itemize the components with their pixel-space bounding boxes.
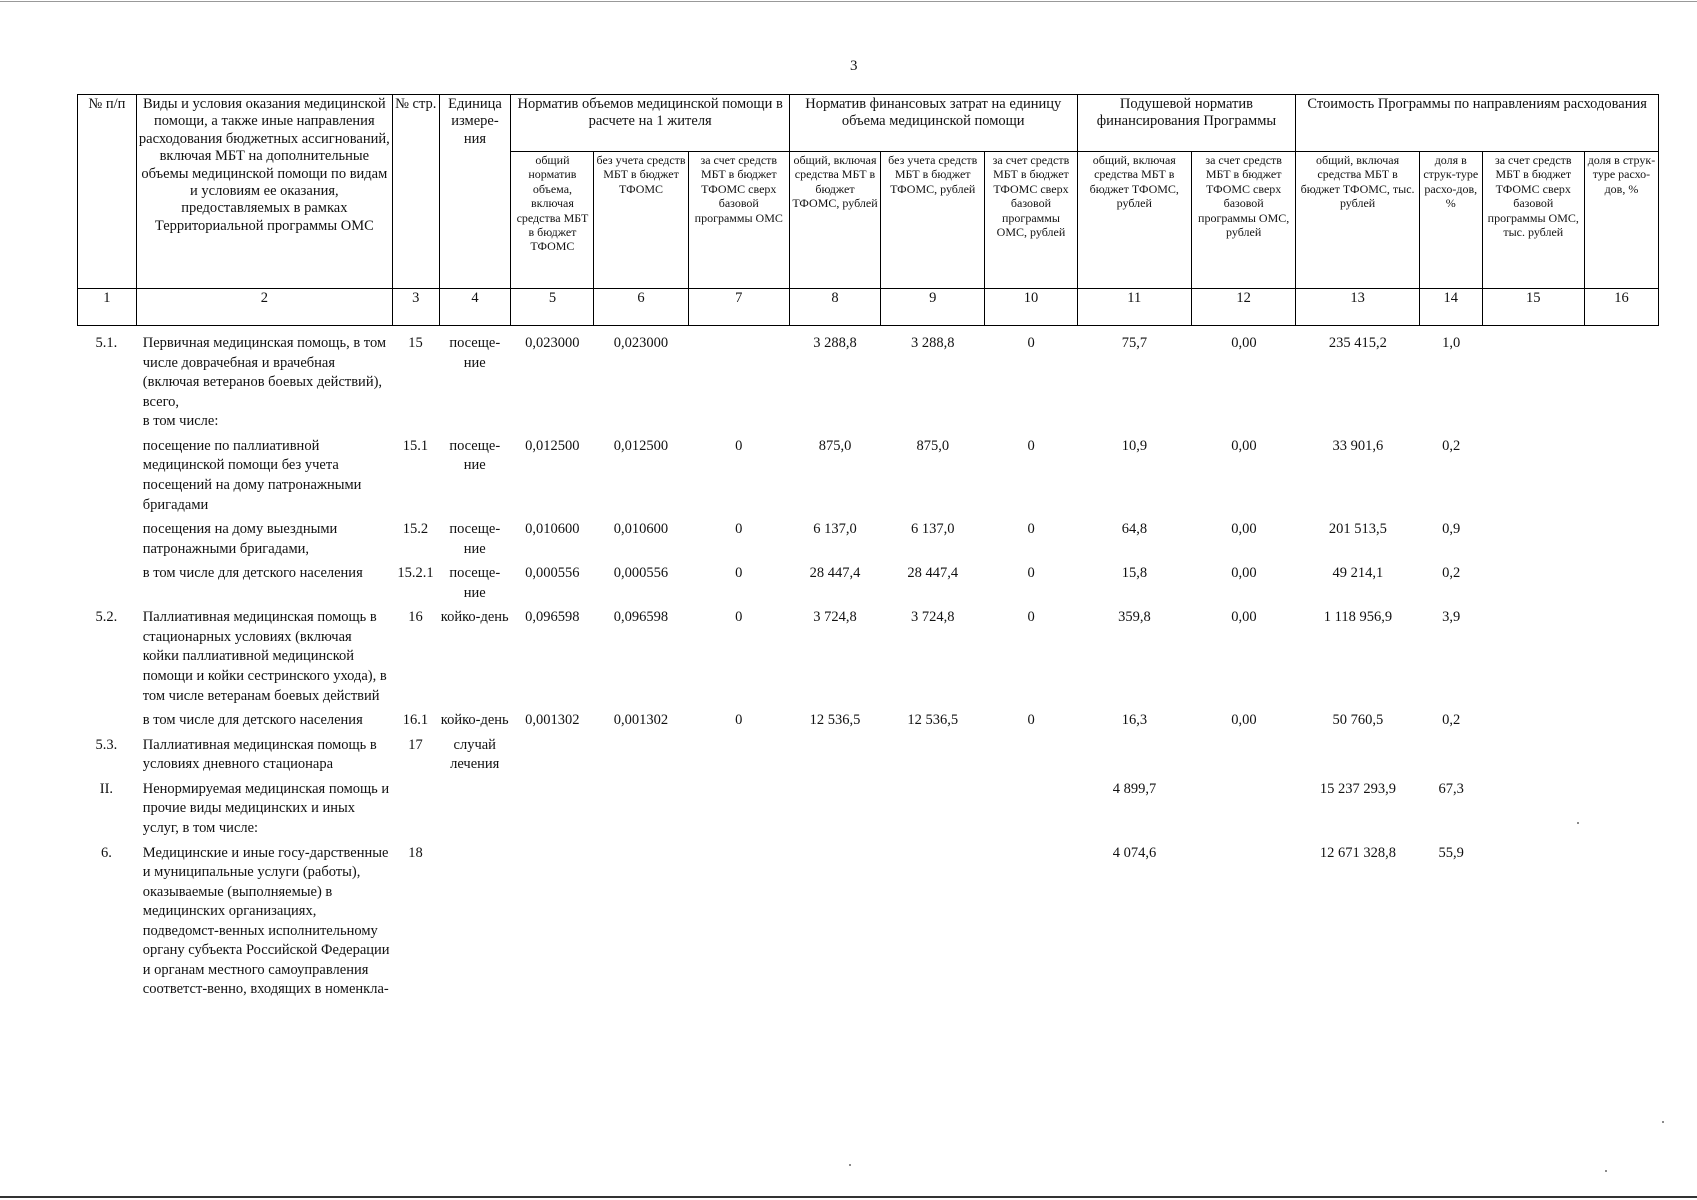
row-description-text: в том числе для детского населения xyxy=(142,712,363,729)
cell-col-3 xyxy=(392,776,439,840)
cell-col-12: 0,00 xyxy=(1231,565,1257,582)
row-index: II. xyxy=(99,780,114,797)
column-number: 1 xyxy=(78,289,137,326)
cell-col-7 xyxy=(688,732,789,776)
cell-col-7 xyxy=(688,840,789,1002)
cell-col-13: 33 901,6 xyxy=(1332,437,1384,454)
table-row xyxy=(77,326,1659,433)
row-index: 5.1. xyxy=(95,335,118,351)
bottom-rule xyxy=(0,1196,1697,1198)
row-index: 5.3. xyxy=(95,736,118,753)
column-number: 13 xyxy=(1296,289,1420,326)
cell-col-10: 0 xyxy=(1027,335,1035,351)
cell-col-9: 12 536,5 xyxy=(907,712,959,729)
header-sub-6: без учета средств МБТ в бюджет ТФОМС xyxy=(594,152,688,289)
cell-col-4 xyxy=(439,840,511,1002)
table-row xyxy=(77,776,1659,840)
cell-col-12: 0,00 xyxy=(1231,712,1257,729)
header-type: Виды и условия оказания медицинской помощи, а также иные направления расходования бюджетных ассигнований, включая МБТ на дополнительные объемы медицинской помощи по видам и условиям ее оказания, предоставляемых в рамках Территориальной программы ОМС xyxy=(136,95,392,289)
cell-col-8: 3 288,8 xyxy=(813,335,857,351)
cell-col-16 xyxy=(1585,604,1659,707)
cell-col-13: 201 513,5 xyxy=(1328,521,1387,538)
cell-col-15 xyxy=(1483,604,1585,707)
cell-col-16 xyxy=(1585,707,1659,732)
cell-col-13: 50 760,5 xyxy=(1332,712,1384,729)
cell-col-4: случай лечения xyxy=(450,736,500,773)
cell-col-5: 0,023000 xyxy=(525,335,580,351)
row-description xyxy=(136,707,392,732)
row-description xyxy=(136,840,392,1002)
cell-col-6: 0,001302 xyxy=(613,712,669,729)
cell-col-16 xyxy=(1585,840,1659,1002)
cell-col-6: 0,012500 xyxy=(613,437,669,454)
header-volume-norm: Норматив объемов медицинской помощи в расчете на 1 жителя xyxy=(511,95,790,152)
column-number: 6 xyxy=(594,289,688,326)
row-index xyxy=(77,707,136,732)
cell-col-10: 0 xyxy=(1027,437,1035,454)
table-row xyxy=(77,707,1659,732)
cell-col-3: 16 xyxy=(408,609,423,626)
cell-col-5 xyxy=(511,840,594,1002)
cell-col-4: посеще-ние xyxy=(449,565,501,601)
cell-col-4: койко-день xyxy=(440,609,509,626)
cell-col-8: 875,0 xyxy=(818,437,852,454)
header-sub-5: общий норматив объема, включая средства МБТ в бюджет ТФОМС xyxy=(511,152,594,289)
cell-col-7: 0 xyxy=(735,521,743,538)
cell-col-6 xyxy=(594,732,688,776)
cell-col-15 xyxy=(1483,776,1585,840)
cell-col-12: 0,00 xyxy=(1231,335,1257,351)
header-index: № п/п xyxy=(78,95,137,289)
cell-col-10 xyxy=(985,840,1077,1002)
cell-col-8 xyxy=(789,840,880,1002)
cell-col-8 xyxy=(789,732,880,776)
column-number: 9 xyxy=(881,289,985,326)
cell-col-15 xyxy=(1483,516,1585,560)
header-sub-11: общий, включая средства МБТ в бюджет ТФОМС, рублей xyxy=(1077,152,1191,289)
cell-col-6 xyxy=(594,840,688,1002)
cell-col-4: посеще-ние xyxy=(449,335,501,371)
row-description-text: в том числе для детского населения xyxy=(142,565,363,582)
cell-col-5: 0,010600 xyxy=(525,521,580,538)
column-number: 2 xyxy=(136,289,392,326)
cell-col-7: 0 xyxy=(735,712,743,729)
budget-table xyxy=(77,94,1659,1001)
column-number: 10 xyxy=(985,289,1077,326)
column-number: 5 xyxy=(511,289,594,326)
scan-speck xyxy=(849,1164,851,1166)
cell-col-4 xyxy=(439,776,511,840)
top-rule xyxy=(0,1,1697,2)
table-body xyxy=(77,326,1659,1001)
cell-col-10 xyxy=(985,732,1077,776)
table-row xyxy=(77,516,1659,560)
cell-col-14: 55,9 xyxy=(1438,844,1464,861)
row-description-text: Первичная медицинская помощь, в том числе доврачебная и врачебная (включая ветеранов боевых действий), всего, xyxy=(142,335,387,410)
table-header xyxy=(77,94,1659,326)
cell-col-9 xyxy=(881,776,985,840)
row-description-text: Ненормируемая медицинская помощь и прочие виды медицинских и иных услуг, в том числе: xyxy=(142,780,390,836)
cell-col-9: 3 288,8 xyxy=(911,335,955,351)
cell-col-11: 64,8 xyxy=(1121,521,1148,538)
scan-speck xyxy=(1605,1170,1607,1172)
cell-col-6: 0,023000 xyxy=(613,335,669,351)
cell-col-11: 10,9 xyxy=(1121,437,1148,454)
cell-col-5: 0,000556 xyxy=(525,565,580,582)
scan-speck xyxy=(1662,1121,1664,1123)
cell-col-4: посеще-ние xyxy=(449,521,501,557)
header-line-number: № стр. xyxy=(392,95,439,289)
cell-col-10: 0 xyxy=(1027,565,1035,582)
header-sub-13: общий, включая средства МБТ в бюджет ТФОМС, тыс. рублей xyxy=(1296,152,1420,289)
table-row xyxy=(77,560,1659,604)
cell-col-16 xyxy=(1585,516,1659,560)
cell-col-10: 0 xyxy=(1027,521,1035,538)
page-number: 3 xyxy=(850,58,858,74)
header-unit: Единица измере-ния xyxy=(439,95,511,289)
cell-col-6: 0,096598 xyxy=(613,609,669,626)
cell-col-9: 28 447,4 xyxy=(907,565,959,582)
cell-col-11 xyxy=(1077,732,1192,776)
row-description xyxy=(136,433,392,516)
cell-col-16 xyxy=(1585,433,1659,516)
table-row xyxy=(77,604,1659,707)
cell-col-16 xyxy=(1585,560,1659,604)
cell-col-5: 0,012500 xyxy=(525,437,580,454)
cell-col-15 xyxy=(1483,433,1585,516)
column-number: 14 xyxy=(1419,289,1482,326)
row-description-text: Паллиативная медицинская помощь в условиях дневного стационара xyxy=(142,736,377,773)
row-description xyxy=(136,326,392,433)
cell-col-15 xyxy=(1483,560,1585,604)
table-row xyxy=(77,732,1659,776)
cell-col-7 xyxy=(688,326,789,433)
row-index xyxy=(77,560,136,604)
cell-col-7: 0 xyxy=(735,609,743,626)
cell-col-11: 75,7 xyxy=(1121,335,1148,351)
cell-col-7 xyxy=(688,776,789,840)
cell-col-12: 0,00 xyxy=(1231,437,1257,454)
cell-col-9 xyxy=(881,732,985,776)
header-sub-8: общий, включая средства МБТ в бюджет ТФОМС, рублей xyxy=(789,152,880,289)
cell-col-13: 1 118 956,9 xyxy=(1323,609,1393,626)
cell-col-16 xyxy=(1585,732,1659,776)
cell-col-8: 28 447,4 xyxy=(809,565,861,582)
column-number: 4 xyxy=(439,289,511,326)
cell-col-11: 4 074,6 xyxy=(1112,844,1157,861)
row-description xyxy=(136,604,392,707)
header-cost-norm: Норматив финансовых затрат на единицу объема медицинской помощи xyxy=(789,95,1077,152)
cell-col-14: 0,2 xyxy=(1442,437,1461,454)
cell-col-11: 4 899,7 xyxy=(1112,780,1157,797)
cell-col-14: 0,9 xyxy=(1442,521,1461,538)
header-sub-14: доля в струк-туре расхо-дов, % xyxy=(1419,152,1482,289)
cell-col-11: 359,8 xyxy=(1118,609,1151,626)
row-description-note: в том числе: xyxy=(142,413,219,430)
cell-col-9 xyxy=(881,840,985,1002)
cell-col-4: койко-день xyxy=(440,712,509,729)
cell-col-15 xyxy=(1483,707,1585,732)
row-description xyxy=(136,732,392,776)
cell-col-11: 16,3 xyxy=(1121,712,1148,729)
table-row xyxy=(77,840,1659,1002)
row-description-text: Медицинские и иные госу-дарственные и муниципальные услуги (работы), оказываемые (выполняемые) в медицинских организациях, подведомст-венных исполнительному органу субъекта Российской Федерации и органам местного самоуправления соответст-венно, входящих в номенкла- xyxy=(142,844,390,998)
cell-col-12 xyxy=(1192,732,1296,776)
row-description-text: Паллиативная медицинская помощь в стационарных условиях (включая койки паллиативной медицинской помощи и койки сестринского ухода), в том числе ветеранам боевых действий xyxy=(142,609,387,704)
cell-col-6 xyxy=(594,776,688,840)
cell-col-7: 0 xyxy=(735,565,743,582)
cell-col-15 xyxy=(1483,840,1585,1002)
cell-col-11: 15,8 xyxy=(1121,565,1148,582)
row-description-text: посещения на дому выездными патронажными бригадами, xyxy=(142,521,338,557)
cell-col-9: 3 724,8 xyxy=(911,609,955,626)
cell-col-6: 0,000556 xyxy=(613,565,669,582)
cell-col-15 xyxy=(1483,326,1585,433)
table-row xyxy=(77,433,1659,516)
cell-col-10: 0 xyxy=(1027,609,1035,626)
cell-col-5: 0,096598 xyxy=(525,609,580,626)
cell-col-12: 0,00 xyxy=(1231,609,1257,626)
cell-col-14: 67,3 xyxy=(1438,780,1464,797)
column-number: 8 xyxy=(789,289,880,326)
cell-col-8: 6 137,0 xyxy=(813,521,857,538)
column-number: 3 xyxy=(392,289,439,326)
cell-col-9: 6 137,0 xyxy=(911,521,955,538)
cell-col-14 xyxy=(1420,732,1483,776)
cell-col-13: 49 214,1 xyxy=(1332,565,1384,582)
cell-col-3: 17 xyxy=(408,736,423,753)
cell-col-16 xyxy=(1585,326,1659,433)
cell-col-12: 0,00 xyxy=(1231,521,1257,538)
cell-col-15 xyxy=(1483,732,1585,776)
cell-col-10 xyxy=(985,776,1077,840)
column-number: 16 xyxy=(1584,289,1658,326)
cell-col-8: 12 536,5 xyxy=(809,712,861,729)
row-description xyxy=(136,560,392,604)
header-sub-15: за счет средств МБТ в бюджет ТФОМС сверх базовой программы ОМС, тыс. рублей xyxy=(1482,152,1584,289)
row-description-text: посещение по паллиативной медицинской помощи без учета посещений на дому патронажными бригадами xyxy=(142,437,362,513)
column-number: 12 xyxy=(1191,289,1295,326)
row-index xyxy=(77,433,136,516)
cell-col-13: 15 237 293,9 xyxy=(1319,780,1396,797)
column-number: 15 xyxy=(1482,289,1584,326)
cell-col-7: 0 xyxy=(735,437,743,454)
row-index xyxy=(77,516,136,560)
cell-col-12 xyxy=(1192,840,1296,1002)
cell-col-5: 0,001302 xyxy=(525,712,580,729)
header-sub-7: за счет средств МБТ в бюджет ТФОМС сверх базовой программы ОМС xyxy=(688,152,789,289)
header-sub-12: за счет средств МБТ в бюджет ТФОМС сверх базовой программы ОМС, рублей xyxy=(1191,152,1295,289)
cell-col-8 xyxy=(789,776,880,840)
cell-col-5 xyxy=(511,776,594,840)
header-sub-10: за счет средств МБТ в бюджет ТФОМС сверх базовой программы ОМС, рублей xyxy=(985,152,1077,289)
cell-col-3: 15.2.1 xyxy=(397,565,434,582)
header-sub-16: доля в струк-туре расхо-дов, % xyxy=(1584,152,1658,289)
column-numbers-row xyxy=(78,289,1659,326)
header-per-capita: Подушевой норматив финансирования Программы xyxy=(1077,95,1296,152)
scan-speck xyxy=(1577,822,1579,824)
cell-col-9: 875,0 xyxy=(916,437,950,454)
cell-col-14: 0,2 xyxy=(1442,565,1461,582)
cell-col-13: 235 415,2 xyxy=(1328,335,1387,351)
row-description xyxy=(136,516,392,560)
header-program-cost: Стоимость Программы по направлениям расходования xyxy=(1296,95,1659,152)
cell-col-14: 0,2 xyxy=(1442,712,1461,729)
cell-col-5 xyxy=(511,732,594,776)
cell-col-13: 12 671 328,8 xyxy=(1319,844,1396,861)
cell-col-13 xyxy=(1296,732,1420,776)
cell-col-8: 3 724,8 xyxy=(813,609,857,626)
cell-col-12 xyxy=(1192,776,1296,840)
row-index: 5.2. xyxy=(95,609,118,626)
cell-col-3: 15.1 xyxy=(402,437,429,454)
cell-col-6: 0,010600 xyxy=(613,521,669,538)
row-index: 6. xyxy=(100,844,112,861)
cell-col-10: 0 xyxy=(1027,712,1035,729)
cell-col-4: посеще-ние xyxy=(449,437,501,474)
header-sub-9: без учета средств МБТ в бюджет ТФОМС, рублей xyxy=(881,152,985,289)
cell-col-3: 16.1 xyxy=(402,712,429,729)
column-number: 11 xyxy=(1077,289,1191,326)
cell-col-3: 18 xyxy=(408,844,423,861)
cell-col-14: 3,9 xyxy=(1442,609,1461,626)
cell-col-14: 1,0 xyxy=(1442,335,1461,351)
column-number: 7 xyxy=(688,289,789,326)
cell-col-3: 15.2 xyxy=(402,521,429,538)
cell-col-3: 15 xyxy=(408,335,423,351)
row-description xyxy=(136,776,392,840)
cell-col-16 xyxy=(1585,776,1659,840)
